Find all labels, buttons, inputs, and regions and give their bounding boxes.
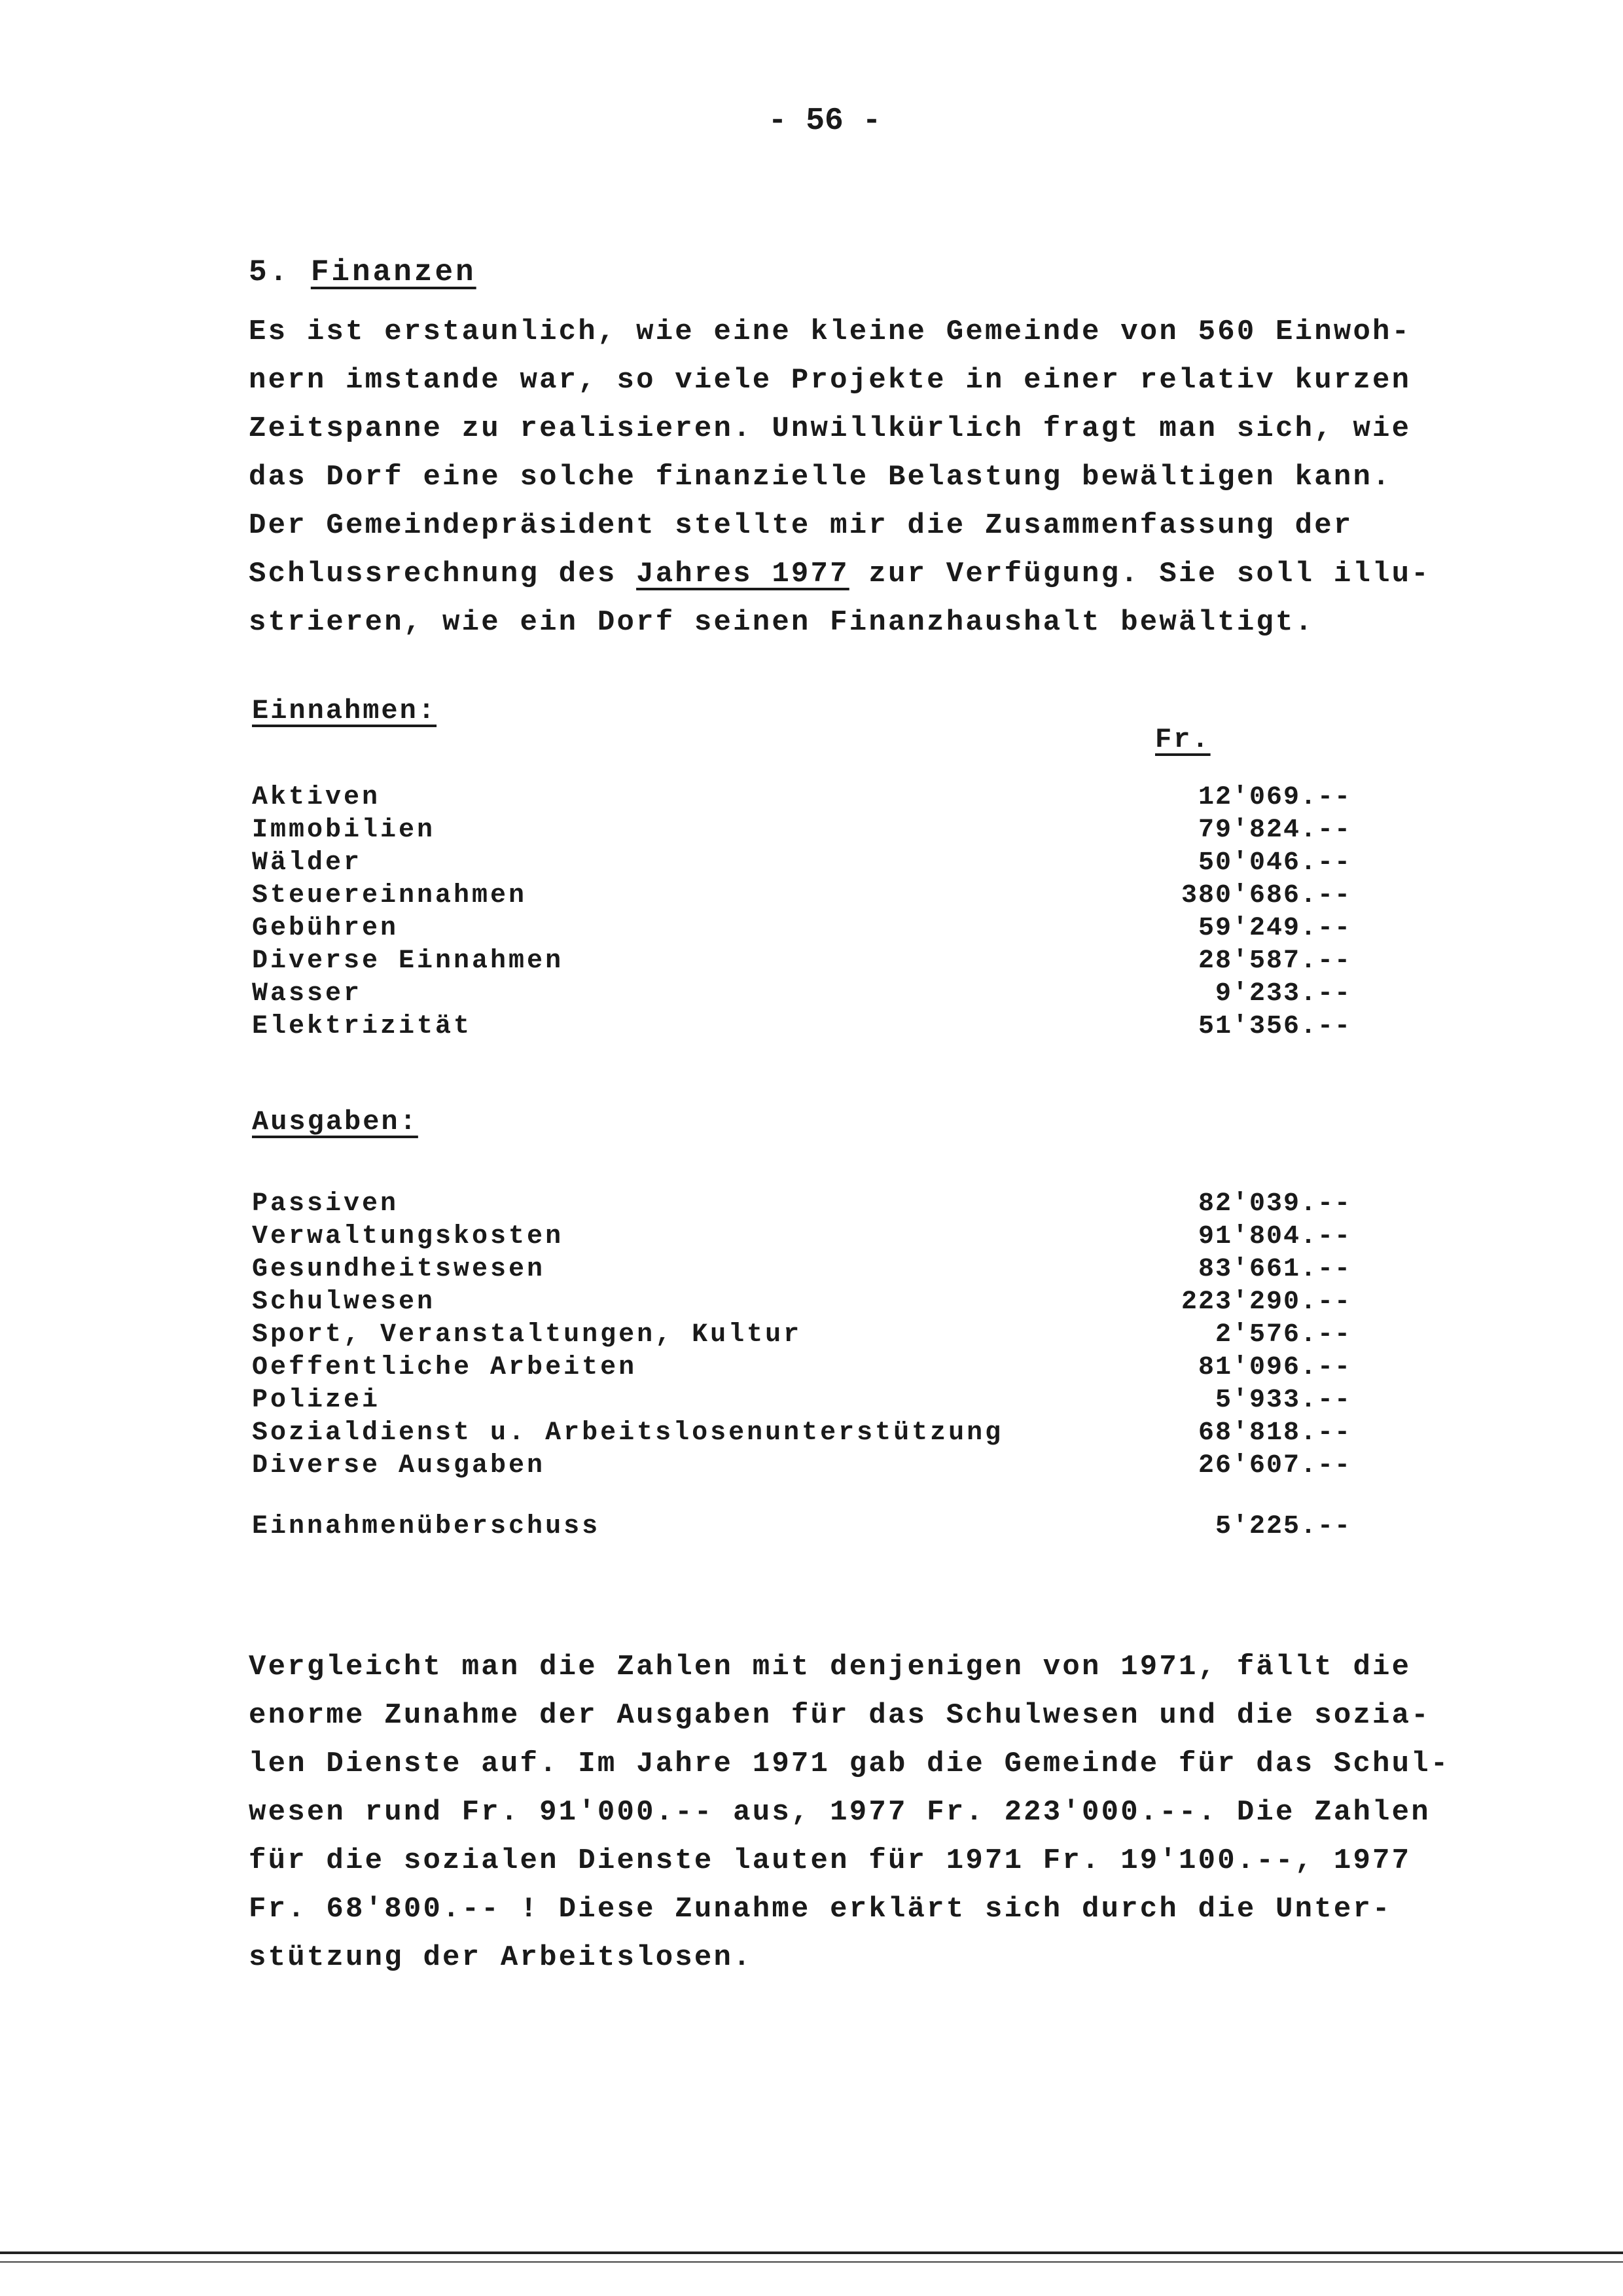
income-title: Einnahmen: bbox=[252, 695, 437, 726]
row-amount: 9'233.-- bbox=[1215, 979, 1351, 1009]
row-label: Verwaltungskosten bbox=[252, 1222, 564, 1251]
intro-underlined-year: Jahres 1977 bbox=[636, 558, 849, 590]
currency-label: Fr. bbox=[1155, 724, 1211, 755]
expenses-table bbox=[252, 1189, 1351, 1484]
page-number: - 56 - bbox=[768, 103, 882, 139]
conclusion-line: enorme Zunahme der Ausgaben für das Schulwesen und die sozia- bbox=[249, 1699, 1431, 1732]
table-row bbox=[252, 1287, 1351, 1320]
conclusion-line: für die sozialen Dienste lauten für 1971 Fr. 19'100.--, 1977 bbox=[249, 1844, 1412, 1877]
row-label: Sozialdienst u. Arbeitslosenunterstützung bbox=[252, 1418, 1004, 1448]
surplus-amount: 5'225.-- bbox=[1215, 1512, 1351, 1541]
row-label: Oeffentliche Arbeiten bbox=[252, 1353, 637, 1382]
row-amount: 59'249.-- bbox=[1198, 914, 1351, 943]
surplus-row bbox=[252, 1512, 1351, 1545]
table-row bbox=[252, 783, 1351, 816]
expenses-title: Ausgaben: bbox=[252, 1106, 418, 1138]
section-heading bbox=[249, 255, 476, 289]
row-label: Aktiven bbox=[252, 783, 381, 812]
intro-line: Zeitspanne zu realisieren. Unwillkürlich fragt man sich, wie bbox=[249, 412, 1412, 445]
table-row bbox=[252, 881, 1351, 914]
table-row bbox=[252, 914, 1351, 946]
conclusion-line: Vergleicht man die Zahlen mit denjenigen von 1971, fällt die bbox=[249, 1651, 1412, 1683]
row-label: Diverse Ausgaben bbox=[252, 1451, 546, 1480]
row-label: Gesundheitswesen bbox=[252, 1255, 546, 1284]
row-label: Steuereinnahmen bbox=[252, 881, 527, 910]
row-label: Elektrizität bbox=[252, 1012, 473, 1041]
conclusion-line: len Dienste auf. Im Jahre 1971 gab die Gemeinde für das Schul- bbox=[249, 1748, 1450, 1780]
row-label: Gebühren bbox=[252, 914, 399, 943]
intro-line: Es ist erstaunlich, wie eine kleine Gemeinde von 560 Einwoh- bbox=[249, 315, 1412, 348]
table-row bbox=[252, 1418, 1351, 1451]
intro-line: Der Gemeindepräsident stellte mir die Zusammenfassung der bbox=[249, 509, 1353, 542]
row-amount: 68'818.-- bbox=[1198, 1418, 1351, 1448]
table-row bbox=[252, 816, 1351, 848]
conclusion-line: Fr. 68'800.-- ! Diese Zunahme erklärt sich durch die Unter- bbox=[249, 1893, 1392, 1926]
intro-line: nern imstande war, so viele Projekte in einer relativ kurzen bbox=[249, 364, 1412, 397]
table-row bbox=[252, 1451, 1351, 1484]
intro-line-part: Schlussrechnung des bbox=[249, 558, 637, 590]
row-amount: 5'933.-- bbox=[1215, 1386, 1351, 1415]
table-row bbox=[252, 1255, 1351, 1287]
conclusion-paragraph bbox=[249, 1643, 1479, 1982]
row-amount: 91'804.-- bbox=[1198, 1222, 1351, 1251]
table-row bbox=[252, 1320, 1351, 1353]
row-label: Polizei bbox=[252, 1386, 381, 1415]
row-amount: 83'661.-- bbox=[1198, 1255, 1351, 1284]
row-amount: 81'096.-- bbox=[1198, 1353, 1351, 1382]
row-amount: 82'039.-- bbox=[1198, 1189, 1351, 1219]
row-label: Diverse Einnahmen bbox=[252, 946, 564, 976]
table-row bbox=[252, 979, 1351, 1012]
row-amount: 26'607.-- bbox=[1198, 1451, 1351, 1480]
row-label: Sport, Veranstaltungen, Kultur bbox=[252, 1320, 802, 1350]
scan-edge-line bbox=[0, 2261, 1623, 2263]
income-table bbox=[252, 783, 1351, 1045]
row-amount: 28'587.-- bbox=[1198, 946, 1351, 976]
intro-paragraph bbox=[249, 308, 1479, 647]
intro-line: strieren, wie ein Dorf seinen Finanzhaushalt bewältigt. bbox=[249, 606, 1315, 639]
row-label: Passiven bbox=[252, 1189, 399, 1219]
surplus-label: Einnahmenüberschuss bbox=[252, 1512, 601, 1541]
intro-line-part: zur Verfügung. Sie soll illu- bbox=[849, 558, 1431, 590]
table-row bbox=[252, 1512, 1351, 1545]
row-label: Schulwesen bbox=[252, 1287, 436, 1317]
section-number: 5. bbox=[249, 255, 291, 289]
intro-line bbox=[249, 550, 1479, 598]
row-label: Wälder bbox=[252, 848, 363, 878]
table-row bbox=[252, 1222, 1351, 1255]
table-row bbox=[252, 1189, 1351, 1222]
scan-edge-line bbox=[0, 2251, 1623, 2254]
table-row bbox=[252, 1012, 1351, 1045]
table-row bbox=[252, 848, 1351, 881]
conclusion-line: wesen rund Fr. 91'000.-- aus, 1977 Fr. 223'000.--. Die Zahlen bbox=[249, 1796, 1431, 1829]
row-amount: 2'576.-- bbox=[1215, 1320, 1351, 1350]
table-row bbox=[252, 1353, 1351, 1386]
row-label: Immobilien bbox=[252, 816, 436, 845]
table-row bbox=[252, 1386, 1351, 1418]
row-amount: 12'069.-- bbox=[1198, 783, 1351, 812]
conclusion-line: stützung der Arbeitslosen. bbox=[249, 1941, 753, 1974]
row-amount: 223'290.-- bbox=[1181, 1287, 1351, 1317]
row-amount: 51'356.-- bbox=[1198, 1012, 1351, 1041]
row-amount: 50'046.-- bbox=[1198, 848, 1351, 878]
row-amount: 380'686.-- bbox=[1181, 881, 1351, 910]
row-amount: 79'824.-- bbox=[1198, 816, 1351, 845]
section-title: Finanzen bbox=[310, 255, 476, 289]
table-row bbox=[252, 946, 1351, 979]
row-label: Wasser bbox=[252, 979, 363, 1009]
intro-line: das Dorf eine solche finanzielle Belastung bewältigen kann. bbox=[249, 461, 1392, 493]
